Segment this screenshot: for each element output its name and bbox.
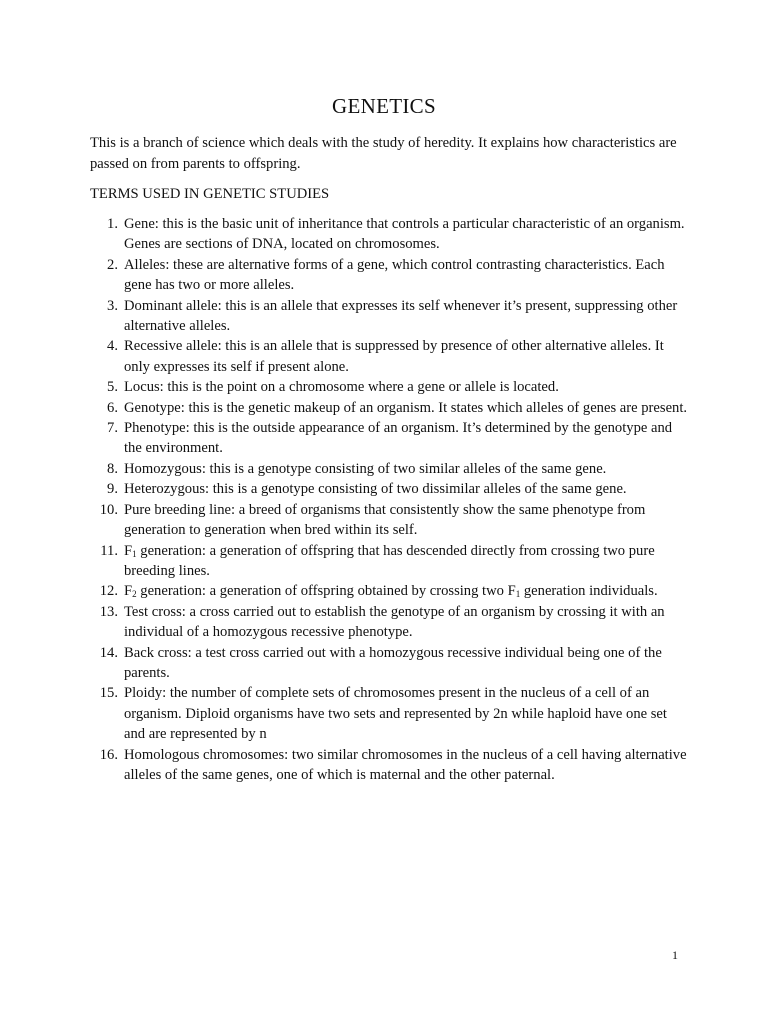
term-text: Phenotype: this is the outside appearance of an organism. It’s determined by the genotype and the environment. bbox=[124, 420, 673, 457]
term-text: Test cross: a cross carried out to establish the genotype of an organism by crossing it with an individual of a homozygous recessive phenotype. bbox=[124, 603, 665, 641]
term-number: 12. bbox=[99, 583, 118, 600]
term-text: Pure breeding line: a breed of organisms that consistently show the same phenotype from generation to generation when bred within its self. bbox=[124, 501, 646, 539]
term-item bbox=[90, 459, 690, 479]
section-heading: TERMS USED IN GENETIC STUDIES bbox=[90, 186, 330, 202]
term-item bbox=[90, 418, 690, 459]
term-item bbox=[90, 296, 690, 337]
term-number: 2. bbox=[107, 256, 118, 273]
term-text-rest: generation: a generation of offspring that has descended directly from crossing two pure breeding lines. bbox=[124, 542, 655, 579]
term-item bbox=[90, 643, 690, 684]
intro-paragraph: This is a branch of science which deals with the study of heredity. It explains how characteristics are passed on from parents to offspring. bbox=[90, 135, 677, 172]
term-text: Dominant allele: this is an allele that expresses its self whenever it’s present, suppressing other alternative alleles. bbox=[124, 297, 678, 335]
term-item bbox=[90, 377, 690, 397]
term-number: 6. bbox=[107, 399, 118, 416]
term-text: Homozygous: this is a genotype consisting of two similar alleles of the same gene. bbox=[124, 460, 607, 477]
page-title: GENETICS bbox=[332, 94, 436, 118]
term-number: 9. bbox=[107, 481, 118, 498]
term-text: Back cross: a test cross carried out with a homozygous recessive individual being one of the parents. bbox=[124, 644, 662, 681]
term-item bbox=[90, 479, 690, 499]
term-number: 1. bbox=[107, 216, 118, 232]
subscript: 1 bbox=[132, 548, 137, 559]
term-number: 7. bbox=[107, 420, 118, 437]
term-text-middle: generation: a generation of offspring obtained by crossing two F bbox=[136, 583, 516, 600]
term-text: Homologous chromosomes: two similar chromosomes in the nucleus of a cell having alternative alleles of the same genes, one of which is maternal and the other paternal. bbox=[124, 746, 687, 783]
term-number: 10. bbox=[99, 501, 118, 518]
term-text: Alleles: these are alternative forms of a gene, which control contrasting characteristics. Each gene has two or more alleles. bbox=[124, 256, 665, 294]
term-text: Gene: this is the basic unit of inheritance that controls a particular characteristic of an organism. Genes are sections of DNA, located on chromosomes. bbox=[124, 216, 685, 253]
term-number: 13. bbox=[99, 603, 118, 620]
term-number: 16. bbox=[99, 746, 118, 763]
term-number: 8. bbox=[107, 460, 118, 477]
term-text: Ploidy: the number of complete sets of chromosomes present in the nucleus of a cell of an organism. Diploid organisms have two sets and represented by 2n while haploid have one set and are represented by n bbox=[124, 685, 667, 743]
term-number: 5. bbox=[107, 379, 118, 396]
term-item bbox=[90, 683, 690, 744]
term-number: 4. bbox=[107, 338, 118, 355]
term-text-start: F bbox=[124, 542, 133, 559]
term-item bbox=[90, 602, 690, 643]
term-number: 11. bbox=[100, 542, 118, 559]
term-text: Recessive allele: this is an allele that is suppressed by presence of other alternative alleles. It only expresses its self if present alone. bbox=[124, 338, 664, 375]
term-number: 14. bbox=[99, 644, 118, 661]
term-text: Locus: this is the point on a chromosome where a gene or allele is located. bbox=[124, 379, 559, 396]
term-item bbox=[90, 500, 690, 541]
term-item bbox=[90, 336, 690, 377]
term-text: Heterozygous: this is a genotype consisting of two dissimilar alleles of the same gene. bbox=[124, 481, 627, 498]
term-text-start: F bbox=[124, 583, 133, 600]
terms-list bbox=[90, 214, 690, 785]
term-item bbox=[90, 214, 690, 255]
term-number: 3. bbox=[107, 297, 118, 314]
page-number: 1 bbox=[672, 948, 678, 962]
term-item bbox=[90, 398, 690, 418]
term-text: Genotype: this is the genetic makeup of an organism. It states which alleles of genes are present. bbox=[124, 399, 688, 416]
term-item bbox=[90, 745, 690, 786]
term-item bbox=[90, 255, 690, 296]
term-number: 15. bbox=[99, 685, 118, 702]
term-text-end: generation individuals. bbox=[520, 583, 658, 600]
subscript: 1 bbox=[515, 589, 521, 600]
term-item bbox=[90, 581, 690, 601]
subscript: 2 bbox=[132, 589, 137, 600]
term-item bbox=[90, 541, 690, 582]
